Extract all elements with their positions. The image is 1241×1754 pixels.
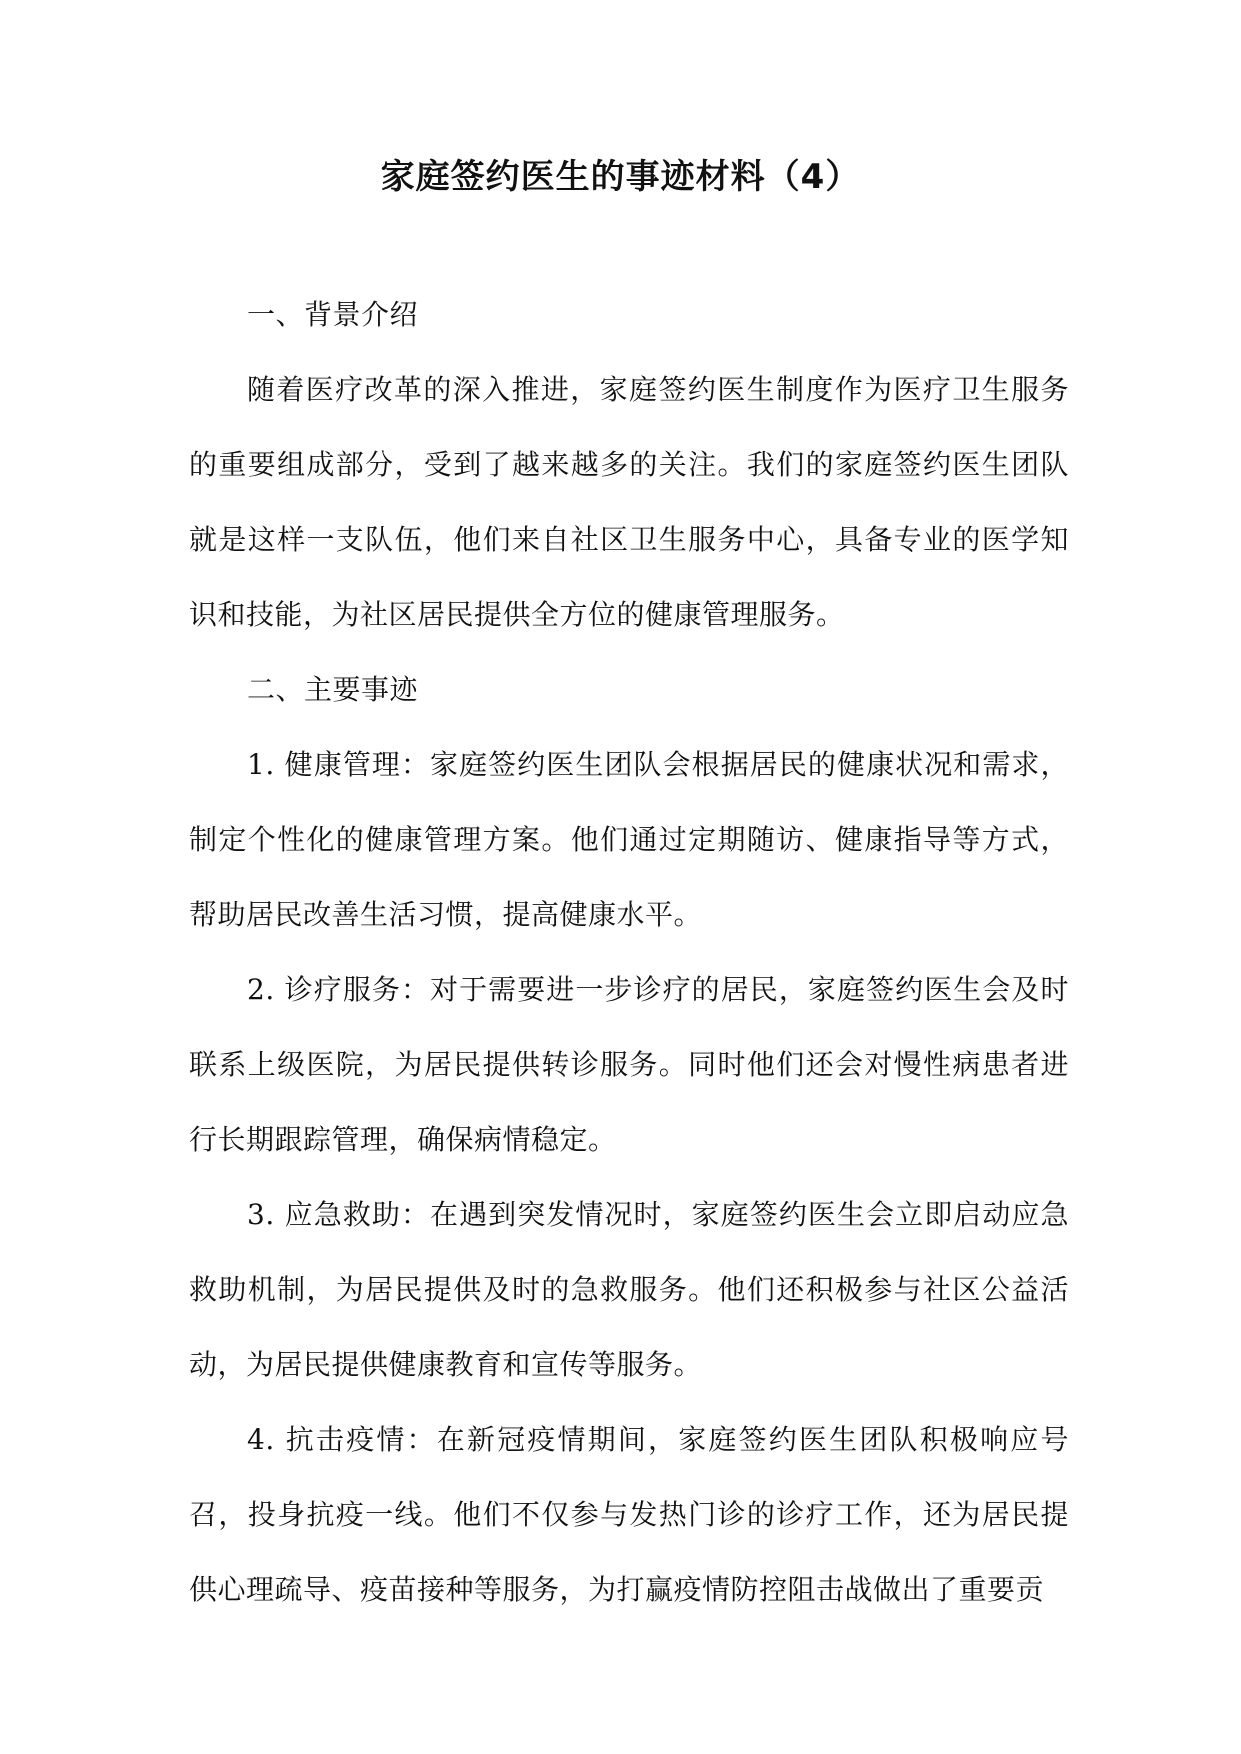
background-paragraph: 随着医疗改革的深入推进，家庭签约医生制度作为医疗卫生服务的重要组成部分，受到了越来越多的关注。我们的家庭签约医生团队就是这样一支队伍，他们来自社区卫生服务中心，具备专业的医学知识和技能，为社区居民提供全方位的健康管理服务。 <box>189 373 1069 631</box>
section-heading-deeds: 二、主要事迹 <box>247 673 419 706</box>
deed-item-health-management: 1. 健康管理：家庭签约医生团队会根据居民的健康状况和需求，制定个性化的健康管理方案。他们通过定期随访、健康指导等方式，帮助居民改善生活习惯，提高健康水平。 <box>189 748 1069 931</box>
section-heading-background: 一、背景介绍 <box>247 298 419 331</box>
deed-item-medical-service: 2. 诊疗服务：对于需要进一步诊疗的居民，家庭签约医生会及时联系上级医院，为居民提供转诊服务。同时他们还会对慢性病患者进行长期跟踪管理，确保病情稳定。 <box>189 973 1069 1156</box>
document-title: 家庭签约医生的事迹材料（4） <box>380 157 861 197</box>
document-body <box>189 277 1069 1627</box>
deed-item-emergency-aid: 3. 应急救助：在遇到突发情况时，家庭签约医生会立即启动应急救助机制，为居民提供及时的急救服务。他们还积极参与社区公益活动，为居民提供健康教育和宣传等服务。 <box>189 1198 1069 1381</box>
deed-item-fighting-epidemic: 4. 抗击疫情：在新冠疫情期间，家庭签约医生团队积极响应号召，投身抗疫一线。他们不仅参与发热门诊的诊疗工作，还为居民提供心理疏导、疫苗接种等服务，为打赢疫情防控阻击战做出了重要贡 <box>189 1423 1069 1606</box>
